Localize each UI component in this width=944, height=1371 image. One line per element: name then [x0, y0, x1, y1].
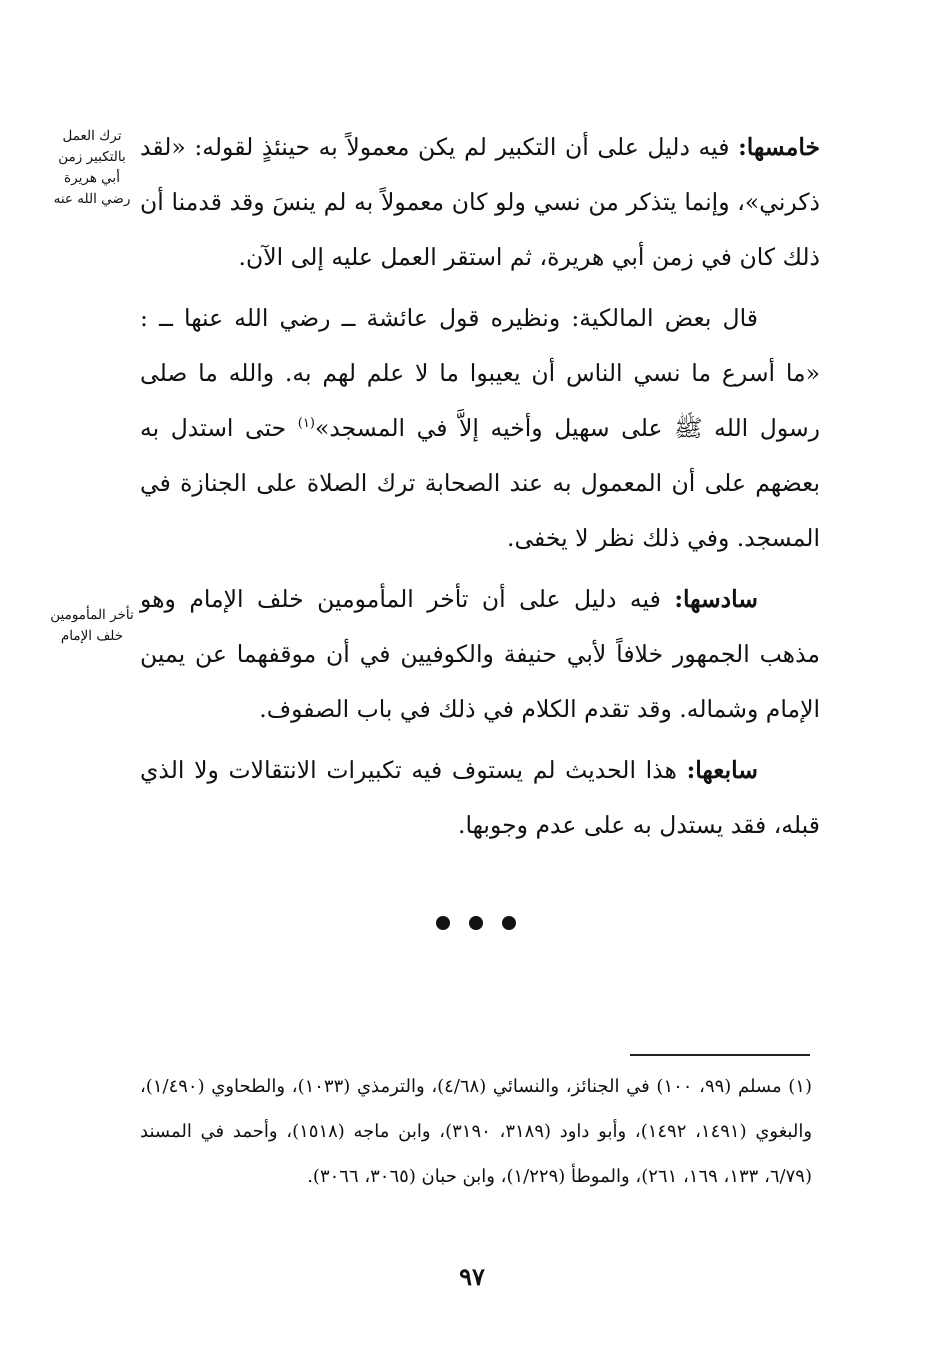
paragraph-body-continued: حتى استدل به بعضهم على أن المعمول به عند الصحابة ترك الصلاة على الجنازة في المسجد. وفي ذلك نظر لا يخفى. — [140, 414, 820, 552]
page-number: ٩٧ — [459, 1262, 485, 1291]
paragraph-body: فيه دليل على أن تأخر المأمومين خلف الإمام وهو مذهب الجمهور خلافاً لأبي حنيفة والكوفيين في أن موقفهما عن يمين الإمام وشماله. وقد تقدم الكلام في ذلك في باب الصفوف. — [140, 585, 820, 723]
paragraph-lead: خامسها: — [738, 133, 820, 161]
main-text — [140, 120, 820, 853]
paragraph-maliki-quote — [140, 291, 820, 566]
paragraph-sixth — [140, 572, 820, 737]
paragraph-body: فيه دليل على أن التكبير لم يكن معمولاً به حينئذٍ لقوله: «لقد ذكرني»، وإنما يتذكر من نسي ولو كان معمولاً به لم ينسَ وقد قدمنا أن ذلك كان في زمن أبي هريرة، ثم استقر العمل عليه إلى الآن. — [140, 133, 820, 271]
section-separator-dots — [436, 912, 516, 934]
paragraph-lead: سادسها: — [674, 585, 758, 613]
paragraph-lead: سابعها: — [686, 756, 758, 784]
margin-note-followers-position: تأخر المأمومين خلف الإمام — [50, 607, 134, 644]
margin-note-abandon-takbir: ترك العمل بالتكبير زمن أبي هريرة رضي الله عنه — [53, 128, 131, 207]
paragraph-fifth — [140, 120, 820, 285]
footnote-reference[interactable]: (١) — [297, 416, 315, 432]
footnote-text: (١) مسلم (٩٩، ١٠٠) في الجنائز، والنسائي (٤/٦٨)، والترمذي (١٠٣٣)، والطحاوي (١/٤٩٠)، والبغوي (١٤٩١، ١٤٩٢)، وأبو داود (٣١٨٩، ٣١٩٠)، وابن ماجه (١٥١٨)، وأحمد في المسند (٦/٧٩، ١٣٣، ١٦٩، ٢٦١)، والموطأ (١/٢٢٩)، وابن حبان (٣٠٦٥، ٣٠٦٦). — [140, 1076, 813, 1187]
separator-dot-icon — [502, 916, 516, 930]
separator-dot-icon — [436, 916, 450, 930]
paragraph-body: قال بعض المالكية: ونظيره قول عائشة ــ رضي الله عنها ــ : «ما أسرع ما نسي الناس أن يعيبوا ما لا علم لهم به. والله ما صلى رسول الله ﷺ على سهيل وأخيه إلاَّ في المسجد» — [140, 304, 820, 442]
paragraph-seventh — [140, 743, 820, 853]
footnote — [140, 1064, 812, 1199]
separator-dot-icon — [469, 916, 483, 930]
paragraph-body: هذا الحديث لم يستوف فيه تكبيرات الانتقالات ولا الذي قبله، فقد يستدل به على عدم وجوبها. — [140, 756, 820, 839]
footnote-divider — [630, 1054, 810, 1056]
